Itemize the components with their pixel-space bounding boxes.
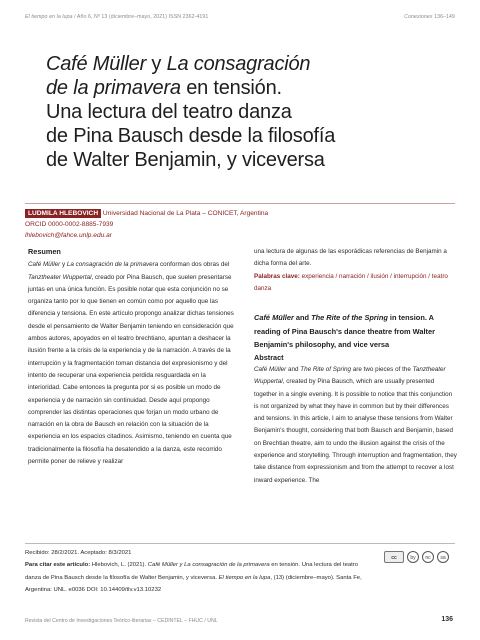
title-line-3: Una lectura del teatro danza bbox=[46, 101, 292, 123]
title-conj: y bbox=[146, 53, 167, 75]
title-line-5: de Walter Benjamin, y viceversa bbox=[46, 149, 325, 171]
keywords-label: Palabras clave: bbox=[254, 272, 300, 280]
citation-block bbox=[25, 547, 375, 597]
title-line-2 bbox=[46, 76, 446, 100]
header-section-pages bbox=[404, 14, 455, 20]
resumen-conj: y bbox=[60, 261, 67, 269]
abs-work-1: Café Müller bbox=[254, 365, 287, 373]
resumen-text bbox=[28, 259, 234, 468]
cite-author: Hlebovich, L. (2021). bbox=[90, 562, 148, 569]
cite-text bbox=[25, 559, 375, 596]
en-title-and: and bbox=[293, 313, 312, 323]
author-email[interactable]: lhlebovich@fahce.unlp.edu.ar bbox=[25, 232, 112, 240]
author-name: LUDMILA HLEBOVICH bbox=[25, 209, 101, 218]
resumen-intro: conforman dos obras del bbox=[158, 261, 230, 269]
keywords-text: experiencia / narración / ilusión / interrupción / teatro danza bbox=[254, 272, 448, 292]
cite-title-rest: en tensión. Una lectura del teatro danza de Pina Bausch desde la filosofía de Walter Benjamin, y viceversa. bbox=[25, 562, 359, 581]
title-divider bbox=[25, 203, 455, 204]
title-work-1: Café Müller bbox=[46, 53, 147, 75]
author-affiliation: Universidad Nacional de La Plata – CONICET, Argentina bbox=[101, 210, 269, 217]
journal-name: El tiempo en la lupa bbox=[25, 14, 73, 20]
nc-icon: nc bbox=[422, 551, 434, 563]
running-header bbox=[25, 14, 455, 24]
title-line-4: de Pina Bausch desde la filosofía bbox=[46, 125, 336, 147]
footer-text: Revista del Centro de Investigaciones Teórico-literarias – CEDINTEL – FHUC / UNL bbox=[25, 618, 218, 624]
en-title-work-2: The Rite of the Spring bbox=[311, 313, 388, 323]
resumen-column bbox=[28, 246, 234, 468]
section-name: Conexiones bbox=[404, 14, 433, 20]
cite-label: Para citar este artículo: bbox=[25, 562, 91, 569]
resumen-work-2: La consagración de la primavera bbox=[66, 261, 159, 269]
resumen-work-1: Café Müller bbox=[28, 261, 61, 269]
title-line-1 bbox=[46, 52, 446, 76]
abs-rest: , created by Pina Bausch, which are usually presented together in a single evening. It is possible to notice that this conjunction is not organized by what they have in common but by their differences and tensions. In this article, I aim to analyse these tensions from Walter Benjamin's thought, considering that both Bausch and Benjamin, based on Brechtian theatre, aim to undo the illusion against the crisis of the experience and storytelling. Through interruption and fragmentation, they take distance from expressionism and from the attempt to recover a lost inward experience. The bbox=[254, 378, 457, 484]
cite-details[interactable]: , (13) (diciembre–mayo). Santa Fe, Argentina: UNL. e0036 DOI: 10.14409/tlv.v13.10232 bbox=[25, 574, 362, 594]
issue-info: / Año 6, Nº 13 (diciembre–mayo, 2021) ISSN 2362-4191 bbox=[72, 14, 209, 20]
page-number: 136 bbox=[441, 616, 453, 623]
page-range: 136–149 bbox=[432, 14, 455, 20]
abs-tanztheater: Tanztheater Wuppertal bbox=[254, 365, 446, 386]
title-work-2a: La consagración bbox=[166, 53, 311, 75]
author-orcid[interactable]: ORCID 0000-0002-8885-7939 bbox=[25, 221, 114, 229]
citation-divider bbox=[25, 543, 455, 544]
sa-icon: sa bbox=[437, 551, 449, 563]
keywords bbox=[254, 271, 458, 296]
cc-icon: cc bbox=[384, 551, 404, 563]
article-title bbox=[46, 52, 446, 172]
abstract-heading: Abstract bbox=[254, 352, 284, 362]
english-title bbox=[254, 311, 458, 352]
abs-and: and bbox=[286, 365, 301, 373]
resumen-heading: Resumen bbox=[28, 247, 61, 256]
dates-line: Recibido: 28/2/2021. Aceptado: 8/3/2021 bbox=[25, 550, 132, 556]
author-block bbox=[25, 208, 455, 242]
cite-journal: El tiempo en la lupa bbox=[218, 574, 271, 581]
en-title-rest: in tension. A reading of Pina Bausch's dance theatre from Walter Benjamin's philosophy, and vice versa bbox=[254, 313, 435, 350]
resumen-tanztheater: Tanztheater Wuppertal bbox=[28, 273, 92, 281]
resumen-continued: una lectura de algunas de las esporádicas referencias de Benjamin a dicha forma del arte. bbox=[254, 248, 447, 268]
right-column bbox=[254, 246, 458, 487]
resumen-body: , creado por Pina Bausch, que suelen presentarse juntas en una única función. Es posible notar que esta conjunción no se organiza tanto por lo que tienen en común como por aquello que las diferencia y tensiona. En este artículo propongo analizar dichas tensiones desde el pensamiento de Walter Benjamin teniendo en consideración que ambos autores, apoyados en el teatro brechtiano, apuntan a deshacer la ilusión frente a la crisis de la experiencia y de la narración. A través de la interrupción y la fragmentación toman distancia del expresionismo y del intento de recuperar una experiencia perdida resguardada en la interioridad. Cabe entonces la pregunta por si es posible un modo de experiencia y de narración sin continuidad. Desde aquí propongo comprender las distintas operaciones que forjan un modo urbano de narración en la obra de Bausch en relación con la situación de la experiencia en los espacios citadinos. Asimismo, teniendo en cuenta que tradicionalmente la filosofía ha desatendido a la danza, este recorrido permite poner de relieve y realizar bbox=[28, 273, 234, 466]
header-journal-info bbox=[25, 14, 208, 20]
license-badge[interactable] bbox=[384, 551, 456, 571]
abstract-text bbox=[254, 364, 458, 487]
abs-work-2: The Rite of Spring bbox=[300, 365, 351, 373]
by-icon: by bbox=[407, 551, 419, 563]
cite-works: Café Müller y La consagración de la primavera bbox=[147, 562, 270, 569]
page-footer bbox=[25, 618, 455, 624]
title-work-2b: de la primavera bbox=[46, 77, 181, 99]
abs-mid: are two pieces of the bbox=[350, 365, 413, 373]
en-title-work-1: Café Müller bbox=[254, 313, 294, 323]
title-line-2-rest: en tensión. bbox=[180, 77, 282, 99]
